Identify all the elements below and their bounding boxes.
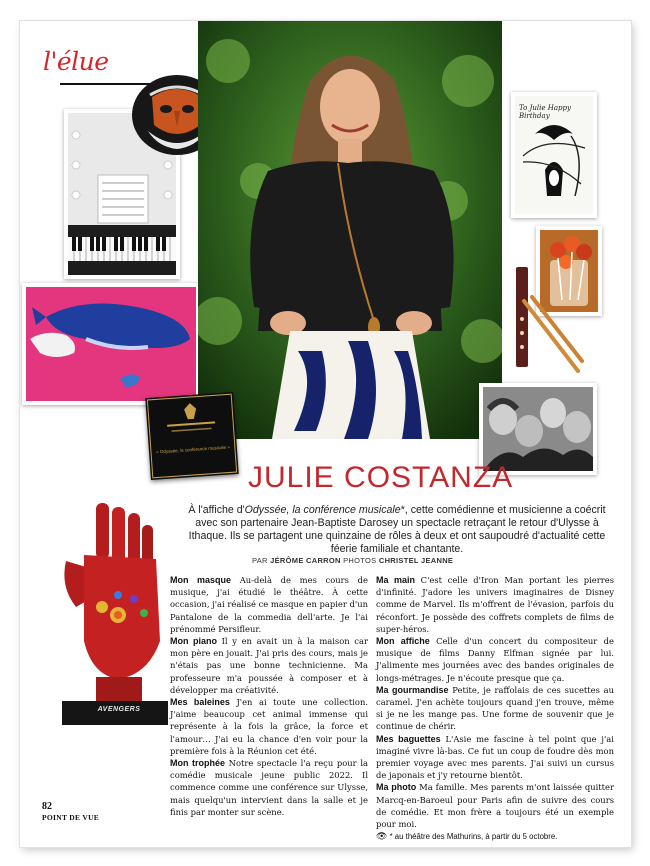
trophy-photo bbox=[145, 392, 239, 480]
eye-icon: 👁 bbox=[376, 831, 388, 842]
whale-plush-illustration bbox=[26, 287, 196, 401]
paragraph-trophee bbox=[170, 757, 368, 818]
paragraph-text: Notre spectacle l'a reçu pour la comédie musicale jeune public 2022. Il commence comme une conférence sur Ulysse, mais quelqu'un intervient dans la salle et je finis par monter sur scène. bbox=[170, 758, 368, 817]
byline-photos: PHOTOS bbox=[343, 556, 377, 565]
portrait-illustration bbox=[198, 21, 502, 439]
text-column-1 bbox=[170, 574, 368, 818]
intro-part2: *, cette comédienne et musicienne a coécrit avec son partenaire Jean-Baptiste Darosey un spectacle retraçant le retour d'Ulysse à Ithaque. Ils se partagent une quinzaine de rôles à deux et ont saupoudré d'actualité cette féerie familiale et chantante. bbox=[188, 504, 606, 555]
paragraph-piano bbox=[170, 635, 368, 696]
paragraph-heading: Ma main bbox=[376, 575, 416, 585]
chopsticks-photo bbox=[502, 261, 584, 373]
section-rubric: l'élue bbox=[43, 47, 109, 76]
trophy-inscription: « Odyssée, la conférence musicale » bbox=[155, 444, 230, 455]
gauntlet-photo bbox=[56, 503, 168, 725]
portrait-photo bbox=[198, 21, 502, 439]
paragraph-heading: Mes baleines bbox=[170, 697, 230, 708]
footnote-text: * au théâtre des Mathurins, à partir du 5 octobre. bbox=[389, 832, 558, 842]
poster-dedication: To Julie Happy Birthday bbox=[519, 104, 571, 120]
byline-photographer: CHRISTEL JEANNE bbox=[378, 556, 454, 565]
paragraph-text: C'est celle d'Iron Man portant les pierres d'infinité. J'adore les univers imaginaires de Disney comme de Marvel. Ils m'offrent de l'évasion, parfois du réconfort. Je possède des coffrets complets de films de super-héros. bbox=[376, 575, 615, 634]
paragraph-text: Il y en avait un à la maison car mon père en jouait. J'ai pris des cours, mais je n'étais pas une bonne technicienne. Ma professeure m'a poussée à composer et à développer ma créativité. bbox=[170, 636, 368, 695]
paragraph-main bbox=[376, 574, 614, 635]
paragraph-baguettes bbox=[376, 733, 614, 782]
paragraph-heading: Mon affiche bbox=[376, 636, 430, 647]
intro-show-title: Odyssée, la conférence musicale bbox=[244, 504, 401, 516]
paragraph-text: L'Asie me fascine à tel point que j'ai imaginé vivre là-bas. Ce fut un coup de foudre dès mon premier voyage avec mes parents. J'ai suivi un cursus de japonais et j'y retourne bientôt. bbox=[376, 733, 614, 781]
whales-photo bbox=[22, 283, 200, 405]
intro-part1: À l'affiche d' bbox=[188, 504, 245, 516]
byline-par: PAR bbox=[252, 556, 268, 565]
gauntlet-illustration bbox=[56, 503, 168, 725]
paragraph-heading: Mon piano bbox=[170, 636, 217, 647]
paragraph-affiche bbox=[376, 635, 614, 684]
paragraph-heading: Mon masque bbox=[170, 575, 232, 585]
paragraph-masque bbox=[170, 574, 368, 635]
article-title: JULIE COSTANZA bbox=[248, 461, 514, 494]
paragraph-text: Ma famille. Mes parents m'ont laissée quitter Marcq-en-Baroeul pour Paris afin de suivre des cours de comédie. Et mon frère a toujours été un exemple pour moi. bbox=[376, 782, 614, 830]
paragraph-text: Celle d'un concert du compositeur de musique de films Danny Elfman signée par lui. J'alimente mes journées avec des bandes originales de longs-métrages. Je n'écoute presque que ça. bbox=[376, 636, 614, 683]
page-number: 82 bbox=[42, 801, 52, 812]
paragraph-baleines bbox=[170, 696, 368, 757]
paragraph-text: J'en ai toute une collection. J'aime beaucoup cet animal immense qui représente à la fois la grâce, la force et l'amour… J'ai eu la chance d'en voir pour la première fois à la Réunion cet été. bbox=[170, 697, 368, 756]
paragraph-heading: Ma gourmandise bbox=[376, 684, 449, 695]
byline-author: JÉRÔME CARRON bbox=[270, 556, 341, 565]
byline bbox=[252, 556, 453, 565]
magazine-page bbox=[20, 21, 631, 847]
signed-poster-photo bbox=[511, 92, 597, 218]
text-column-2 bbox=[376, 574, 614, 843]
paragraph-heading: Ma photo bbox=[376, 782, 417, 793]
paragraph-photo bbox=[376, 781, 614, 830]
family-illustration bbox=[483, 387, 593, 471]
paragraph-heading: Mes baguettes bbox=[376, 733, 441, 744]
paragraph-heading: Mon trophée bbox=[170, 758, 225, 769]
paragraph-text: Au-delà de mes cours de musique, j'ai étudié le théâtre. À cette occasion, j'ai réalisé ce masque en papier d'un Pantalone de la commedia dell'arte. Je l'ai prénommé Persifleur. bbox=[170, 575, 369, 634]
paragraph-gourmandise bbox=[376, 684, 614, 733]
article-intro bbox=[182, 504, 612, 556]
trophy-illustration bbox=[145, 392, 239, 480]
footnote bbox=[376, 830, 614, 843]
paragraph-text: Petite, je raffolais de ces sucettes au caramel. J'en achète toujours quand j'en trouve, même si je ne les mange pas. Une forme de souvenir que je continue de chérir. bbox=[376, 684, 615, 732]
gauntlet-base-label: AVENGERS bbox=[97, 706, 141, 713]
magazine-name: POINT DE VUE bbox=[42, 813, 100, 822]
